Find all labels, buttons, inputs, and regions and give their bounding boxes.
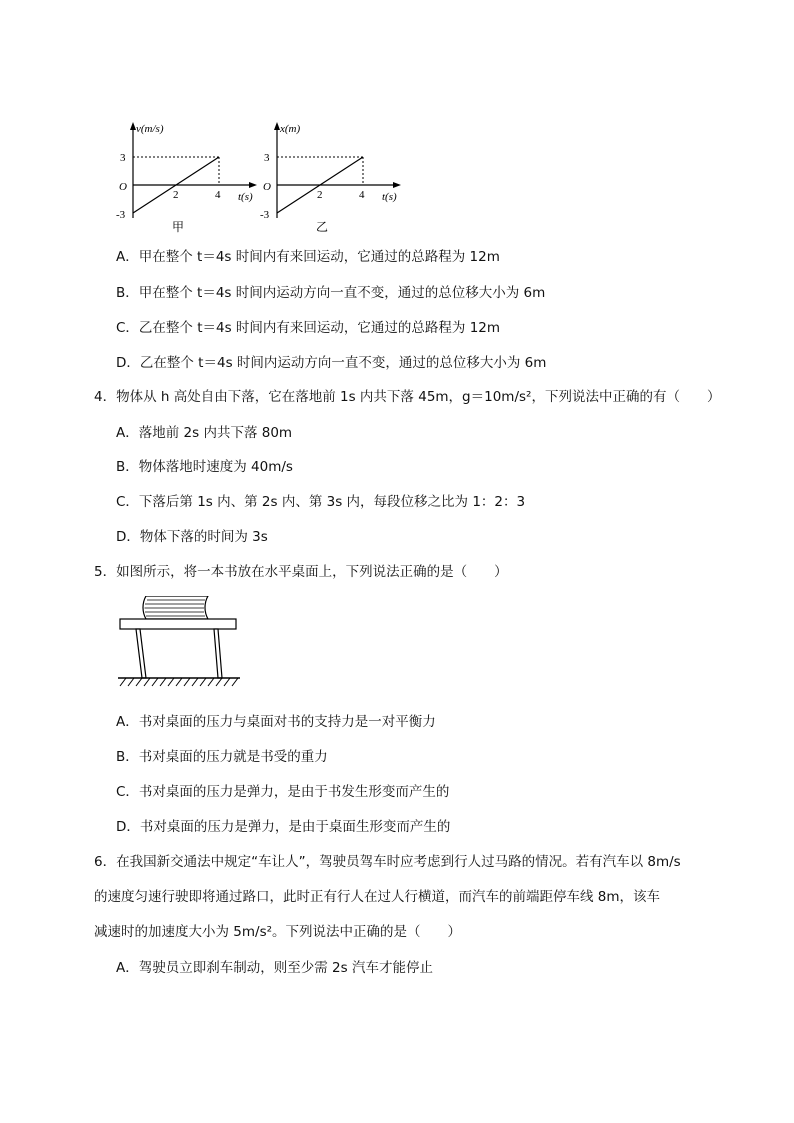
table-leg-left xyxy=(136,629,146,678)
y-axis-label: x(m) xyxy=(280,123,301,135)
y-axis-label: v(m/s) xyxy=(136,123,164,135)
q5-option-b: B．书对桌面的压力就是书受的重力 xyxy=(116,749,328,765)
x-axis-label: t(s) xyxy=(238,191,253,203)
q3-option-a: A．甲在整个 t＝4s 时间内有来回运动，它通过的总路程为 12m xyxy=(116,249,500,265)
y-tick-3: 3 xyxy=(264,152,270,164)
y-tick-neg3: -3 xyxy=(260,209,270,221)
y-tick-neg3: -3 xyxy=(116,209,126,221)
origin-label: O xyxy=(119,181,127,193)
q4-option-d: D．物体下落的时间为 3s xyxy=(116,529,268,545)
origin-label: O xyxy=(263,181,271,193)
q6-stem-line-2: 的速度匀速行驶即将通过路口，此时正有行人在过人行横道，而汽车的前端距停车线 8m，该车 xyxy=(94,889,661,905)
q4-option-c: C．下落后第 1s 内、第 2s 内、第 3s 内，每段位移之比为 1：2：3 xyxy=(116,494,526,510)
q5-option-c: C．书对桌面的压力是弹力，是由于书发生形变而产生的 xyxy=(116,784,450,800)
graph-caption: 甲 xyxy=(172,220,185,234)
table-leg-right xyxy=(214,629,222,678)
q6-option-a: A．驾驶员立即刹车制动，则至少需 2s 汽车才能停止 xyxy=(116,960,433,976)
x-tick-2: 2 xyxy=(173,189,179,201)
ground-hatching xyxy=(120,678,238,686)
q6-stem-line-1: 6．在我国新交通法中规定“车让人”，驾驶员驾车时应考虑到行人过马路的情况。若有汽车以 8m/s xyxy=(94,854,681,870)
q3-option-b: B．甲在整个 t＝4s 时间内运动方向一直不变，通过的总位移大小为 6m xyxy=(116,285,546,301)
q4-stem: 4．物体从 h 高处自由下落，它在落地前 1s 内共下落 45m，g＝10m/s²，下列说法中正确的有（ ） xyxy=(94,389,721,405)
graph-jia xyxy=(112,118,262,236)
q5-option-a: A．书对桌面的压力与桌面对书的支持力是一对平衡力 xyxy=(116,714,436,730)
graph-caption: 乙 xyxy=(316,220,329,234)
graph-yi xyxy=(256,118,406,236)
q4-option-b: B．物体落地时速度为 40m/s xyxy=(116,459,293,475)
q6-stem-line-3: 减速时的加速度大小为 5m/s²。下列说法中正确的是（ ） xyxy=(94,924,462,940)
q3-option-d: D．乙在整个 t＝4s 时间内运动方向一直不变，通过的总位移大小为 6m xyxy=(116,355,547,371)
x-tick-2: 2 xyxy=(317,189,323,201)
x-tick-4: 4 xyxy=(359,189,365,201)
y-tick-3: 3 xyxy=(120,152,126,164)
book xyxy=(143,596,208,619)
q4-option-a: A．落地前 2s 内共下落 80m xyxy=(116,425,293,441)
x-tick-4: 4 xyxy=(215,189,221,201)
q5-stem: 5．如图所示，将一本书放在水平桌面上，下列说法正确的是（ ） xyxy=(94,564,508,580)
table-top xyxy=(120,619,236,629)
q5-option-d: D．书对桌面的压力是弹力，是由于桌面生形变而产生的 xyxy=(116,819,451,835)
x-axis-arrow xyxy=(393,182,401,188)
q3-option-c: C．乙在整个 t＝4s 时间内有来回运动，它通过的总路程为 12m xyxy=(116,320,501,336)
book-on-table-figure xyxy=(116,596,242,688)
x-axis-label: t(s) xyxy=(382,191,397,203)
